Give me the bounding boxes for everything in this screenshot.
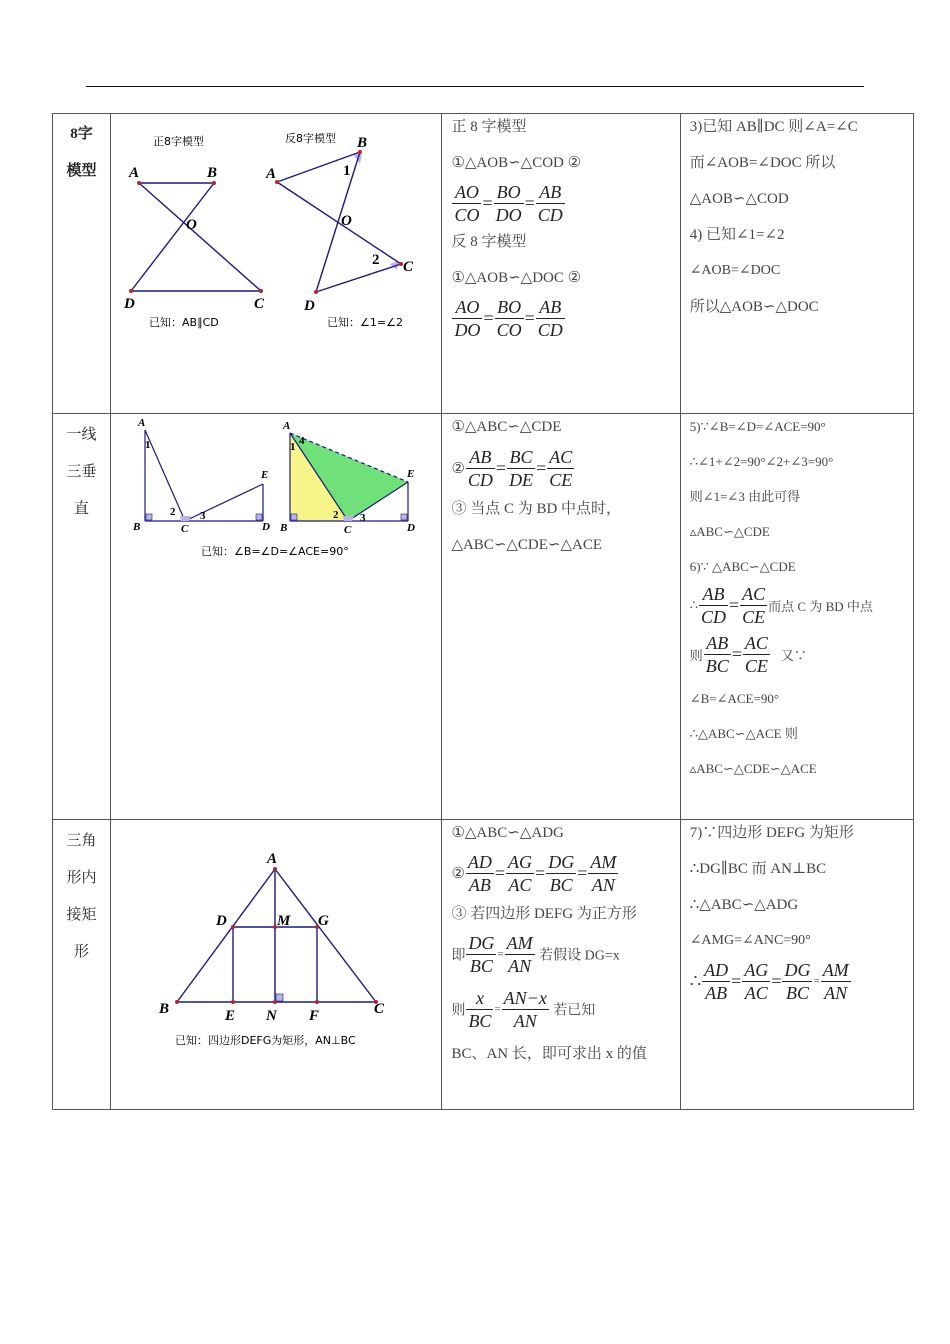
row-label-line: 三角 bbox=[66, 831, 97, 849]
fraction: $\frac{BO}{CO}$ bbox=[496, 297, 522, 340]
left-figure bbox=[131, 183, 261, 291]
ratio-equation: $\frac{AO}{DO}$ = $\frac{BO}{CO}$ = $\frac{AB}{CD}$ bbox=[454, 297, 563, 340]
point-label: A bbox=[266, 166, 277, 182]
proof-line: ▵ABC∽△CDE bbox=[689, 524, 770, 539]
similarity-text: ①△AOB∽△COD ② bbox=[451, 155, 582, 171]
ratio-equation: ② $\frac{AB}{CD}$ = $\frac{BC}{DE}$ = $\frac{AC}{CE}$ bbox=[451, 447, 573, 490]
point-label: A bbox=[138, 417, 146, 429]
row-figure-eight bbox=[53, 114, 914, 414]
fraction: $\frac{AD}{AB}$ bbox=[704, 960, 729, 1003]
proof-line: 6)∵ △ABC∽△CDE bbox=[689, 559, 796, 574]
fraction: $\frac{BO}{DO}$ bbox=[495, 182, 522, 225]
fraction: $\frac{BC}{DE}$ bbox=[509, 447, 534, 490]
row-label-cell bbox=[53, 414, 111, 820]
header-rule bbox=[86, 86, 864, 87]
angle-marker bbox=[343, 516, 354, 521]
point-label: C bbox=[374, 1001, 385, 1017]
ratio-equation: ∴ $\frac{AB}{CD}$ = $\frac{AC}{CE}$ 而点 C 为 BD 中点 bbox=[689, 584, 873, 627]
right-points bbox=[275, 150, 403, 294]
right-angle-marker bbox=[276, 994, 283, 1001]
proof-line: 而∠AOB=∠DOC 所以 bbox=[689, 155, 836, 171]
proof-line: 4) 已知∠1=∠2 bbox=[689, 227, 785, 243]
row-label-line: 直 bbox=[74, 499, 90, 517]
fraction: $\frac{x}{BC}$ bbox=[468, 988, 492, 1031]
inscribed-rectangle-diagram bbox=[111, 820, 442, 1060]
similarity-text: ①△ABC∽△ADG bbox=[451, 825, 564, 841]
angle-label: 4 bbox=[299, 435, 305, 447]
figure-caption: 已知：四边形DEFG为矩形，AN⊥BC bbox=[175, 1034, 356, 1047]
proof-line: 所以△AOB∽△DOC bbox=[689, 299, 819, 315]
figure-cell bbox=[111, 414, 442, 820]
right-angle-marker bbox=[256, 514, 262, 520]
point-label: D bbox=[407, 522, 416, 534]
figure-caption: 已知：∠1=∠2 bbox=[327, 316, 403, 329]
angle-label: 2 bbox=[372, 252, 380, 268]
fraction: $\frac{AG}{AC}$ bbox=[508, 852, 533, 895]
point-label: D bbox=[124, 296, 135, 312]
proof-cell bbox=[680, 820, 913, 1110]
point-label: E bbox=[407, 468, 415, 480]
proof-line: ∴DG∥BC 而 AN⊥BC bbox=[689, 861, 827, 877]
figure-cell bbox=[111, 820, 442, 1110]
fraction: $\frac{AC}{CE}$ bbox=[744, 633, 768, 676]
proof-cell bbox=[680, 114, 913, 414]
model-title: 正 8 字模型 bbox=[451, 119, 527, 135]
fraction: $\frac{AB}{BC}$ bbox=[705, 633, 729, 676]
proof-line: ▵ABC∽△CDE∽△ACE bbox=[689, 761, 817, 776]
ratio-equation: ∴ $\frac{AD}{AB}$ = $\frac{AG}{AC}$ = $\frac{DG}{BC}$ = $\frac{AM}{AN}$ bbox=[689, 960, 849, 1003]
fraction: $\frac{AC}{CE}$ bbox=[742, 584, 766, 627]
proof-line: ∠AOB=∠DOC bbox=[689, 263, 781, 278]
point-label: C bbox=[344, 524, 352, 536]
row-label-line: 一线 bbox=[66, 425, 97, 443]
point-label: C bbox=[254, 296, 265, 312]
fraction: $\frac{AG}{AC}$ bbox=[744, 960, 769, 1003]
point-label: D bbox=[262, 521, 271, 533]
fraction: $\frac{AB}{CD}$ bbox=[700, 584, 726, 627]
figure-caption: 已知：AB∥CD bbox=[149, 316, 219, 329]
proof-line: ∴∠1+∠2=90°∠2+∠3=90° bbox=[689, 454, 834, 469]
similarity-text: ①△AOB∽△DOC ② bbox=[451, 270, 582, 286]
proof-line: ∠AMG=∠ANC=90° bbox=[689, 933, 811, 948]
fraction: $\frac{AD}{AB}$ bbox=[467, 852, 492, 895]
triangle-figure bbox=[177, 869, 376, 1002]
angle-marker bbox=[180, 516, 191, 521]
angle-label: 2 bbox=[333, 509, 339, 521]
point-label: D bbox=[216, 913, 227, 929]
proof-line: 5)∵∠B=∠D=∠ACE=90° bbox=[689, 419, 826, 434]
row-label-line: 模型 bbox=[66, 163, 97, 179]
right-figure bbox=[277, 152, 401, 292]
conclusion-cell bbox=[442, 114, 680, 414]
left-points bbox=[129, 181, 263, 293]
right-angle-marker bbox=[146, 514, 152, 520]
point-label: F bbox=[309, 1008, 320, 1024]
proof-line: ∴△ABC∽△ACE 则 bbox=[689, 726, 798, 741]
ratio-equation: 则 $\frac{x}{BC}$ = $\frac{AN-x}{AN}$ 若已知 bbox=[451, 988, 596, 1031]
proof-cell bbox=[680, 414, 913, 820]
model-table bbox=[52, 113, 914, 1110]
figure-title: 正8字模型 bbox=[153, 135, 205, 148]
model-title: 反 8 字模型 bbox=[451, 234, 527, 250]
ratio-equation: 则 $\frac{AB}{BC}$ = $\frac{AC}{CE}$ 又∵ bbox=[689, 633, 807, 676]
note-text: ③ 若四边形 DEFG 为正方形 bbox=[451, 906, 637, 922]
point-label: B bbox=[357, 135, 368, 151]
row-label-cell bbox=[53, 820, 111, 1110]
point-label: B bbox=[280, 522, 288, 534]
angle-label: 2 bbox=[170, 506, 176, 518]
fraction: $\frac{DG}{BC}$ bbox=[548, 852, 575, 895]
angle-label: 3 bbox=[200, 510, 206, 522]
point-label: N bbox=[266, 1008, 277, 1024]
point-label: E bbox=[225, 1008, 236, 1024]
fraction: $\frac{AO}{CO}$ bbox=[454, 182, 480, 225]
angle-label: 1 bbox=[145, 439, 151, 451]
figure-caption: 已知：∠B=∠D=∠ACE=90° bbox=[201, 545, 349, 558]
triangle-points bbox=[175, 867, 378, 1004]
proof-line: △AOB∽△COD bbox=[689, 191, 789, 207]
row-label-line: 三垂 bbox=[66, 462, 97, 480]
angle-label: 1 bbox=[290, 441, 296, 453]
fraction: $\frac{AM}{AN}$ bbox=[590, 852, 617, 895]
ratio-equation: 即 $\frac{DG}{BC}$ = $\frac{AM}{AN}$ 若假设 DG=x bbox=[451, 933, 620, 976]
fraction: $\frac{DG}{BC}$ bbox=[784, 960, 811, 1003]
fraction: $\frac{AB}{CD}$ bbox=[467, 447, 493, 490]
angle-label: 1 bbox=[343, 163, 351, 179]
proof-line: 7)∵四边形 DEFG 为矩形 bbox=[689, 825, 854, 841]
point-label: D bbox=[304, 298, 315, 314]
fraction: $\frac{DG}{BC}$ bbox=[468, 933, 495, 976]
conclusion-cell bbox=[442, 820, 680, 1110]
angle-label: 3 bbox=[360, 512, 366, 524]
point-label: A bbox=[283, 420, 291, 432]
ratio-equation: ② $\frac{AD}{AB}$ = $\frac{AG}{AC}$ = $\frac{DG}{BC}$ = $\frac{AM}{AN}$ bbox=[451, 852, 617, 895]
row-label-line: 形内 bbox=[66, 868, 97, 886]
note-text: BC、AN 长，即可求出 x 的值 bbox=[451, 1046, 647, 1062]
row-one-line-three-perpendicular bbox=[53, 414, 914, 820]
proof-line: 则∠1=∠3 由此可得 bbox=[689, 489, 801, 504]
similarity-text: ①△ABC∽△CDE bbox=[451, 419, 562, 435]
note-text: ③ 当点 C 为 BD 中点时， bbox=[451, 501, 622, 517]
fraction: $\frac{AM}{AN}$ bbox=[506, 933, 533, 976]
proof-line: 3)已知 AB∥DC 则∠A=∠C bbox=[689, 119, 858, 135]
fraction: $\frac{AB}{CD}$ bbox=[537, 297, 563, 340]
fraction: $\frac{AB}{CD}$ bbox=[537, 182, 563, 225]
left-figure bbox=[145, 430, 263, 521]
similarity-text: △ABC∽△CDE∽△ACE bbox=[451, 537, 603, 553]
figure-title: 反8字模型 bbox=[285, 132, 337, 145]
point-label: G bbox=[318, 913, 329, 929]
fraction: $\frac{AM}{AN}$ bbox=[822, 960, 849, 1003]
row-label-line: 接矩 bbox=[66, 905, 97, 923]
right-angle-marker bbox=[401, 514, 407, 520]
point-label: O bbox=[186, 217, 197, 233]
point-label: B bbox=[133, 521, 141, 533]
point-label: B bbox=[207, 165, 218, 181]
ratio-equation: $\frac{AO}{CO}$ = $\frac{BO}{DO}$ = $\frac{AB}{CD}$ bbox=[454, 182, 563, 225]
row-label-line: 8字 bbox=[70, 126, 93, 142]
conclusion-cell bbox=[442, 414, 680, 820]
point-label: A bbox=[267, 851, 278, 867]
row-label-line: 形 bbox=[74, 942, 90, 960]
figure-cell bbox=[111, 114, 442, 414]
row-label-cell bbox=[53, 114, 111, 414]
fraction: $\frac{AN-x}{AN}$ bbox=[503, 988, 547, 1031]
point-label: C bbox=[403, 259, 414, 275]
point-label: M bbox=[277, 913, 291, 929]
fraction: $\frac{AC}{CE}$ bbox=[549, 447, 573, 490]
point-label: E bbox=[261, 469, 269, 481]
fraction: $\frac{AO}{DO}$ bbox=[454, 297, 481, 340]
point-label: O bbox=[341, 213, 352, 229]
right-angle-marker bbox=[291, 514, 297, 520]
point-label: C bbox=[181, 523, 189, 535]
point-label: A bbox=[129, 165, 140, 181]
proof-line: ∠B=∠ACE=90° bbox=[689, 691, 780, 706]
row-inscribed-rectangle bbox=[53, 820, 914, 1110]
figure-eight-diagram bbox=[111, 114, 442, 408]
proof-line: ∴△ABC∽△ADG bbox=[689, 897, 799, 913]
perpendicular-diagram bbox=[111, 414, 442, 574]
point-label: B bbox=[159, 1001, 170, 1017]
